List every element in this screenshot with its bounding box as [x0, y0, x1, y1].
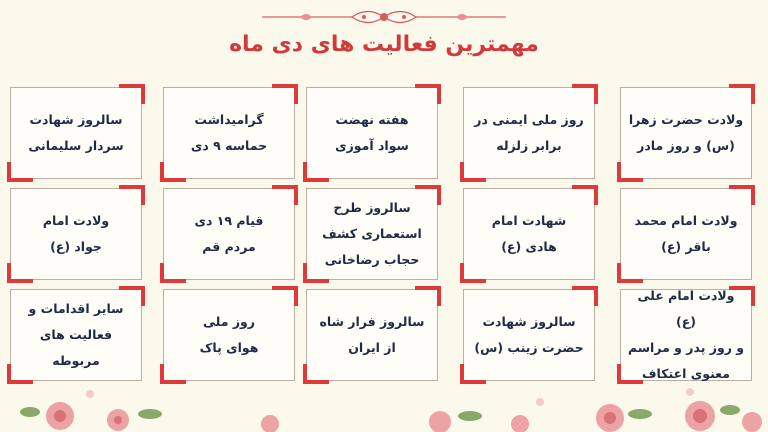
activity-card-bagher — [620, 188, 752, 280]
activity-card-hijab — [306, 188, 438, 280]
card-text: سالروز فرار شاه از ایران — [319, 314, 425, 355]
card-text: روز ملی ایمنی در برابر زلزله — [474, 112, 584, 153]
activity-card-shah — [306, 289, 438, 381]
card-text: قیام ۱۹ دی مردم قم — [194, 213, 264, 254]
card-text: ولادت حضرت زهرا (س) و روز مادر — [628, 112, 744, 153]
activity-card-9dey — [163, 87, 295, 179]
card-text: روز ملی هوای پاک — [199, 314, 259, 355]
activity-card-clean-air — [163, 289, 295, 381]
activity-card-earthquake — [463, 87, 595, 179]
card-text: شهادت امام هادی (ع) — [491, 213, 567, 254]
card-text: سالروز طرح استعماری کشف حجاب رضاخانی — [322, 200, 422, 267]
card-text: ولادت امام جواد (ع) — [42, 213, 110, 254]
page-title: مهمترین فعالیت های دی ماه — [229, 32, 539, 57]
card-text: سایر اقدامات و فعالیت های مربوطه — [28, 301, 124, 368]
activity-card-zahra — [620, 87, 752, 179]
activity-card-qom — [163, 188, 295, 280]
card-text: سالروز شهادت سردار سلیمانی — [28, 112, 124, 153]
activity-card-other — [10, 289, 142, 381]
floral-ornament-icon — [260, 4, 508, 30]
activity-card-hadi — [463, 188, 595, 280]
activity-card-javad — [10, 188, 142, 280]
card-text: گرامیداشت حماسه ۹ دی — [190, 112, 268, 153]
activity-card-ali — [620, 289, 752, 381]
activity-card-literacy — [306, 87, 438, 179]
card-text: هفته نهضت سواد آموزی — [335, 112, 409, 153]
activity-card-zeinab — [463, 289, 595, 381]
rose-border-icon — [0, 372, 768, 432]
card-text: ولادت امام محمد باقر (ع) — [634, 213, 738, 254]
card-text: سالروز شهادت حضرت زینب (س) — [474, 314, 584, 355]
activity-card-soleimani — [10, 87, 142, 179]
card-text: ولادت امام علی (ع) و روز پدر و مراسم معنوی اعتکاف — [627, 288, 745, 381]
